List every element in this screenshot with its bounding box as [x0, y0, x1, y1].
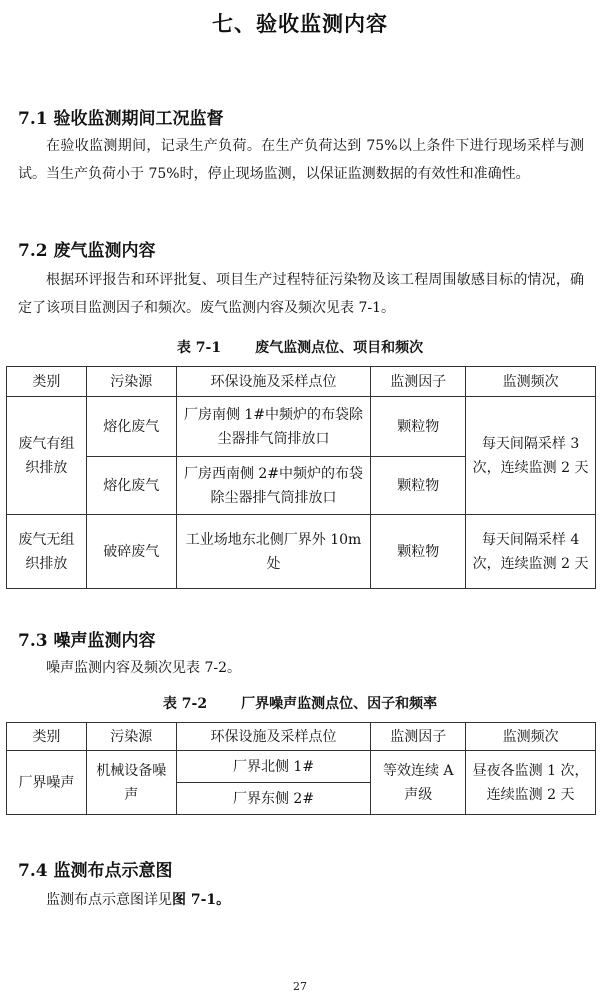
cell-source: 破碎废气	[86, 515, 176, 589]
cell-point: 工业场地东北侧厂界外 10m 处	[176, 515, 371, 589]
chapter-title: 七、验收监测内容	[212, 11, 388, 36]
section-7-4-paragraph	[18, 886, 584, 914]
cell-factor: 颗粒物	[371, 457, 466, 515]
table-7-2	[6, 722, 596, 815]
header-point: 环保设施及采样点位	[176, 723, 371, 751]
cell-source: 熔化废气	[86, 397, 176, 457]
cell-category: 废气有组织排放	[7, 397, 87, 515]
cell-factor: 颗粒物	[371, 515, 466, 589]
table-header-row	[7, 723, 596, 751]
cell-factor: 等效连续 A 声级	[371, 751, 466, 815]
cell-point: 厂房西南侧 2#中频炉的布袋除尘器排气筒排放口	[176, 457, 371, 515]
page-number: 27	[293, 980, 307, 993]
figure-reference-text: 监测布点示意图详见	[46, 892, 172, 908]
header-category: 类别	[7, 367, 87, 397]
figure-reference-link: 图 7-1。	[172, 892, 231, 908]
table-row	[7, 751, 596, 783]
header-factor: 监测因子	[371, 723, 466, 751]
header-source: 污染源	[86, 723, 176, 751]
header-frequency: 监测频次	[466, 367, 596, 397]
cell-category: 废气无组织排放	[7, 515, 87, 589]
section-7-2-heading: 7.2 废气监测内容	[18, 241, 156, 261]
header-category: 类别	[7, 723, 87, 751]
section-7-1-paragraph: 在验收监测期间，记录生产负荷。在生产负荷达到 75%以上条件下进行现场采样与测试。当生产负荷小于 75%时，停止现场监测，以保证监测数据的有效性和准确性。	[18, 138, 584, 182]
header-source: 污染源	[86, 367, 176, 397]
cell-frequency: 每天间隔采样 4 次，连续监测 2 天	[466, 515, 596, 589]
table-7-1	[6, 366, 596, 589]
section-7-3-paragraph: 噪声监测内容及频次见表 7-2。	[46, 660, 241, 676]
table-7-2-title: 厂界噪声监测点位、因子和频率	[241, 696, 438, 712]
table-header-row	[7, 367, 596, 397]
cell-factor: 颗粒物	[371, 397, 466, 457]
table-7-2-caption	[0, 693, 600, 713]
header-factor: 监测因子	[371, 367, 466, 397]
cell-frequency: 每天间隔采样 3 次，连续监测 2 天	[466, 397, 596, 515]
header-frequency: 监测频次	[466, 723, 596, 751]
table-7-1-number: 表 7-1	[176, 340, 222, 356]
table-7-1-title: 废气监测点位、项目和频次	[255, 340, 424, 356]
cell-category: 厂界噪声	[7, 751, 87, 815]
table-row	[7, 515, 596, 589]
cell-point: 厂界东侧 2#	[176, 783, 371, 815]
cell-point: 厂界北侧 1#	[176, 751, 371, 783]
section-7-4-heading: 7.4 监测布点示意图	[18, 861, 173, 881]
header-point: 环保设施及采样点位	[176, 367, 371, 397]
table-7-2-number: 表 7-2	[162, 696, 208, 712]
cell-source: 机械设备噪声	[86, 751, 176, 815]
cell-source: 熔化废气	[86, 457, 176, 515]
table-row	[7, 397, 596, 457]
cell-point: 厂房南侧 1#中频炉的布袋除尘器排气筒排放口	[176, 397, 371, 457]
section-7-2-paragraph: 根据环评报告和环评批复、项目生产过程特征污染物及该工程周围敏感目标的情况，确定了该项目监测因子和频次。废气监测内容及频次见表 7-1。	[18, 272, 584, 316]
table-7-1-caption	[0, 337, 600, 357]
cell-frequency: 昼夜各监测 1 次，连续监测 2 天	[466, 751, 596, 815]
section-7-3-heading: 7.3 噪声监测内容	[18, 631, 156, 651]
section-7-1-heading: 7.1 验收监测期间工况监督	[18, 109, 224, 129]
